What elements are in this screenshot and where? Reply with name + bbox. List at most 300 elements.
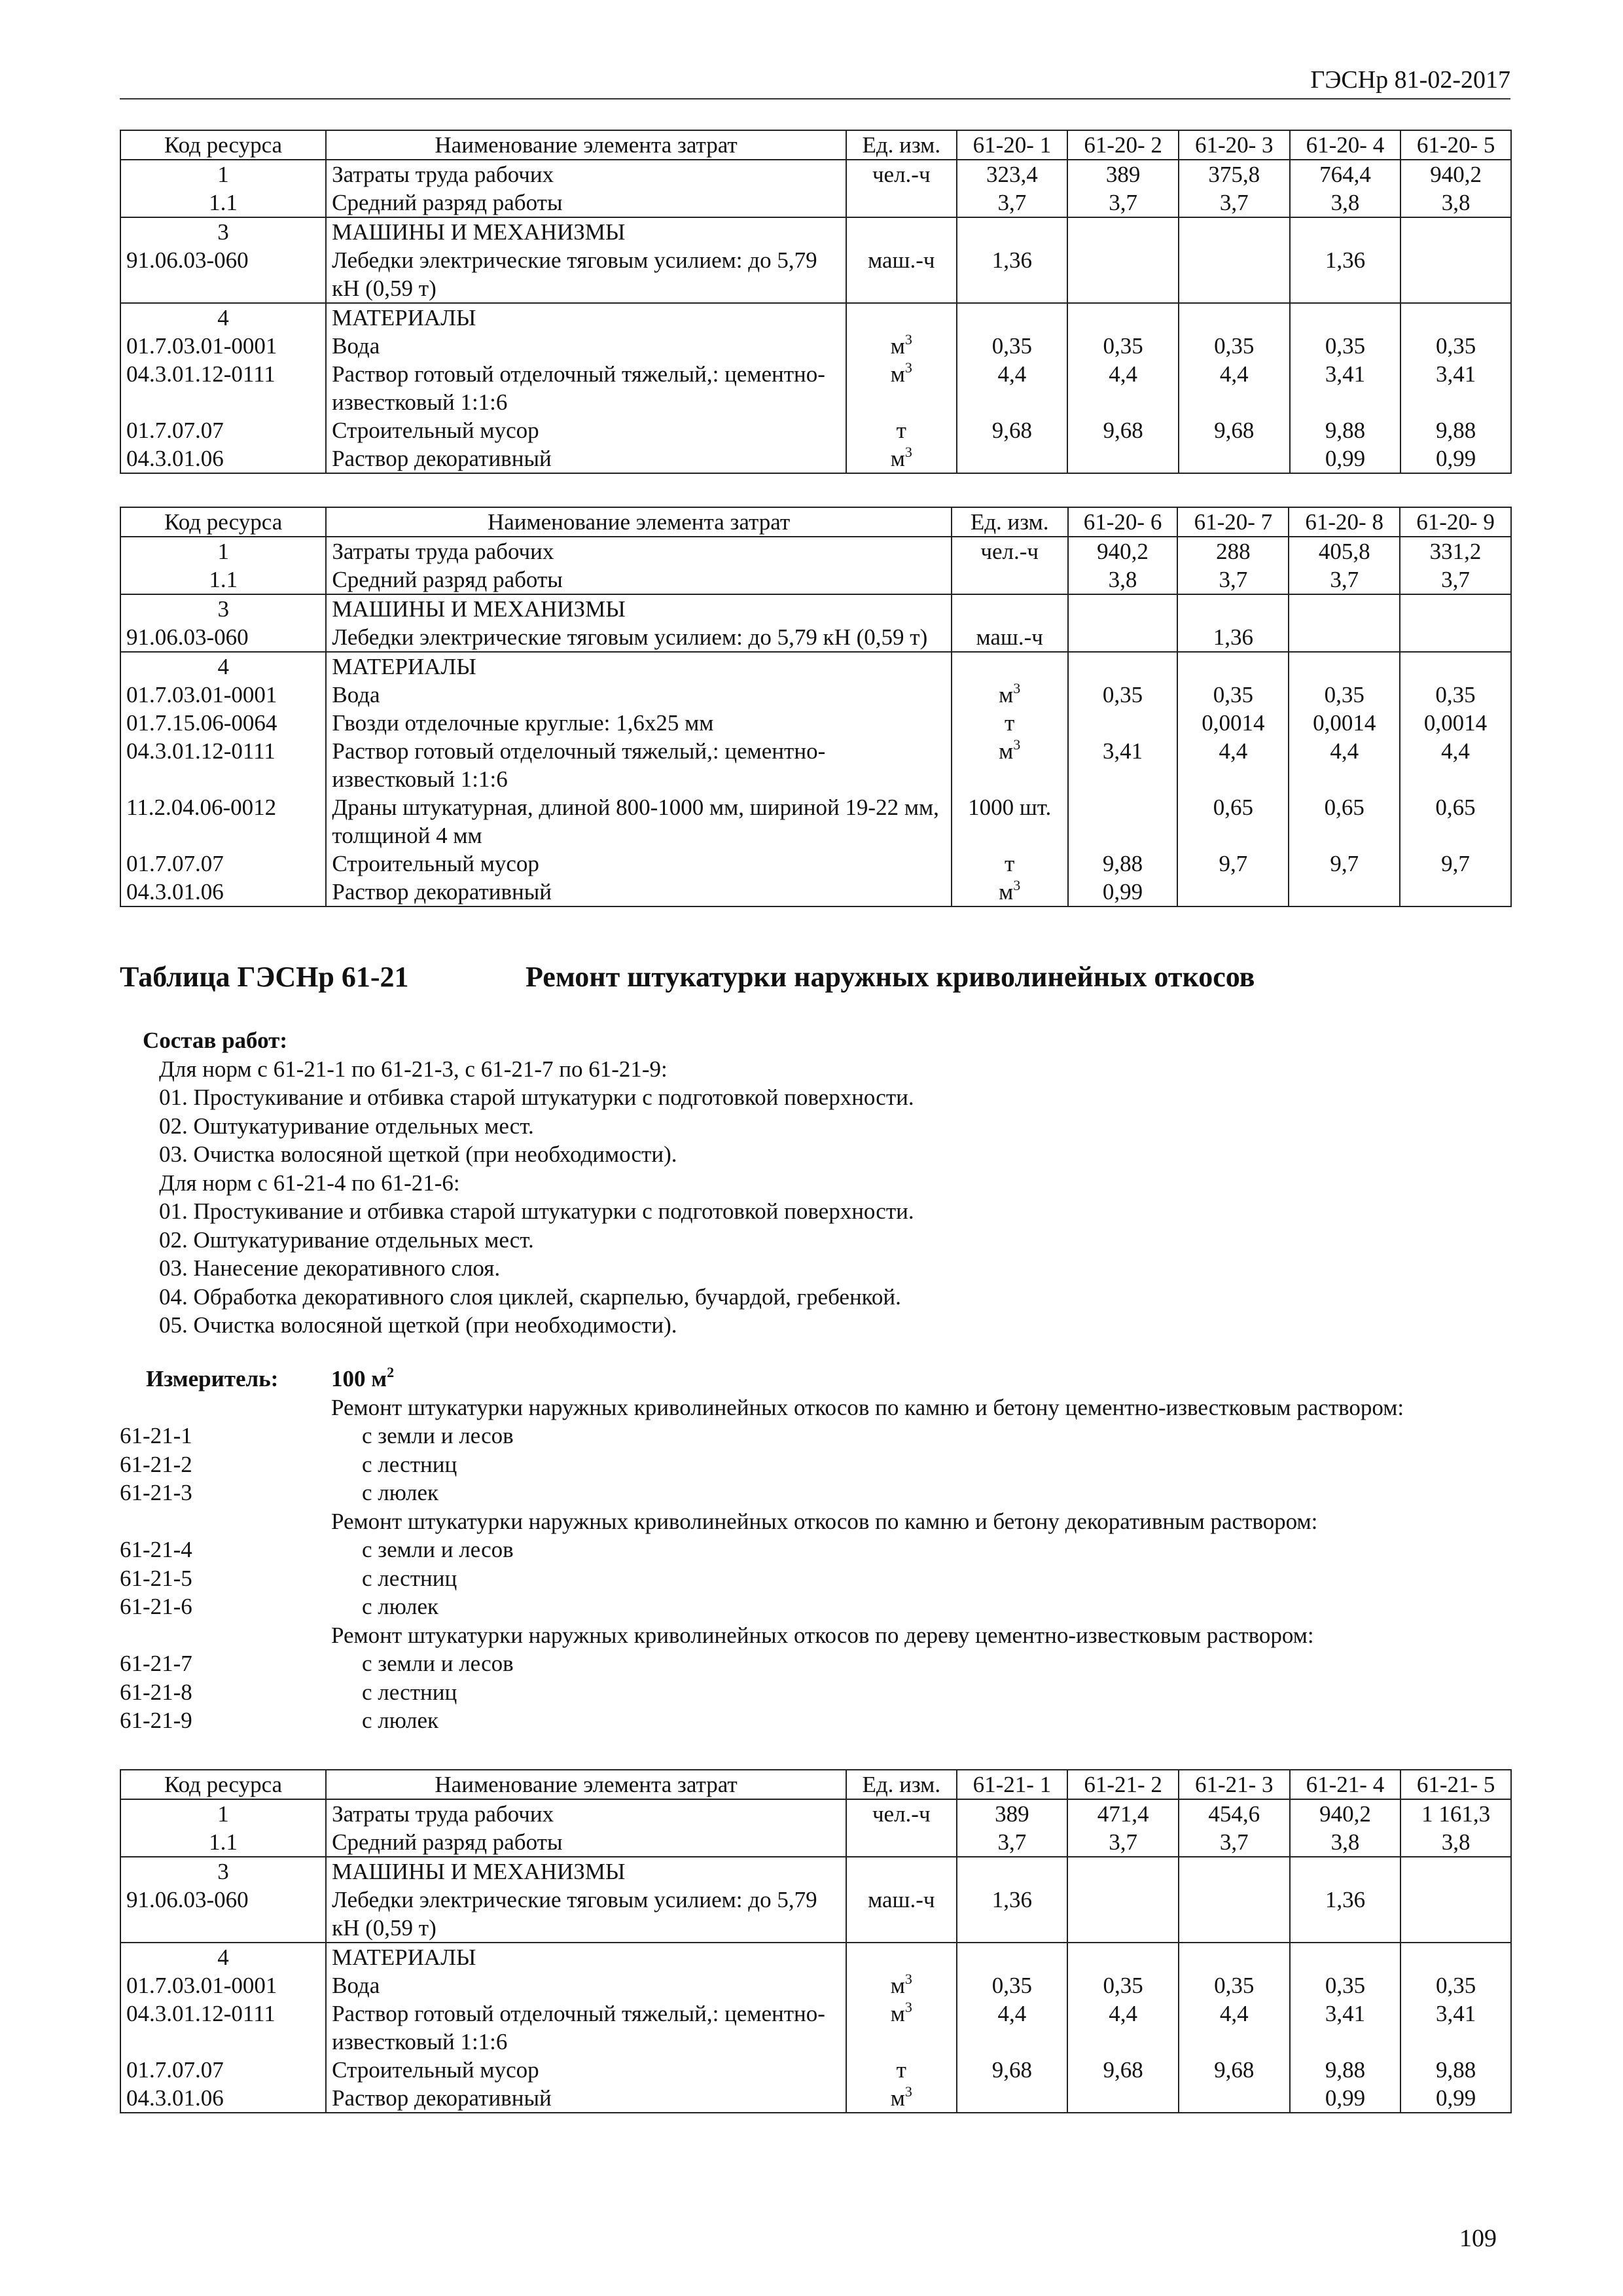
resource-code: 04.3.01.06 bbox=[120, 444, 326, 473]
table-row bbox=[120, 188, 1511, 217]
value-cell: 4,4 bbox=[957, 360, 1068, 416]
value-cell: 3,41 bbox=[1068, 737, 1178, 793]
value-cell: 764,4 bbox=[1290, 160, 1401, 188]
norm-code: 61-21-6 bbox=[120, 1594, 192, 1619]
measure-row bbox=[120, 1621, 1514, 1650]
column-header: Наименование элемента затрат bbox=[326, 1770, 846, 1799]
value-cell: 0,35 bbox=[957, 1971, 1068, 2000]
resource-code: 3 bbox=[120, 217, 326, 246]
table-row bbox=[120, 444, 1511, 473]
resource-name: МАШИНЫ И МЕХАНИЗМЫ bbox=[326, 1857, 846, 1886]
value-cell: 0,35 bbox=[1400, 681, 1511, 709]
value-cell bbox=[1179, 1857, 1290, 1886]
value-cell: 3,7 bbox=[957, 1828, 1068, 1857]
resource-name: Раствор готовый отделочный тяжелый,: цементно-известковый 1:1:6 bbox=[326, 360, 846, 416]
value-cell bbox=[1179, 217, 1290, 246]
table-row bbox=[120, 2056, 1511, 2084]
norm-code bbox=[120, 1393, 331, 1422]
value-cell: 9,68 bbox=[957, 2056, 1068, 2084]
resource-code: 1 bbox=[120, 1799, 326, 1828]
value-cell bbox=[1068, 594, 1178, 623]
composition-line: 04. Обработка декоративного слоя циклей, скарпелью, бучардой, гребенкой. bbox=[159, 1283, 901, 1310]
value-cell: 0,65 bbox=[1289, 793, 1400, 850]
composition-line: 03. Нанесение декоративного слоя. bbox=[159, 1255, 501, 1281]
value-cell bbox=[1179, 444, 1290, 473]
resource-code: 4 bbox=[120, 303, 326, 332]
resource-name: Раствор декоративный bbox=[326, 2084, 846, 2113]
value-cell: 4,4 bbox=[1179, 360, 1290, 416]
value-cell bbox=[1179, 1886, 1290, 1943]
value-cell bbox=[957, 1857, 1068, 1886]
value-cell: 940,2 bbox=[1068, 537, 1178, 565]
norm-description: с земли и лесов bbox=[362, 1423, 514, 1448]
norm-description: с лестниц bbox=[362, 1451, 457, 1477]
unit: т bbox=[846, 2056, 957, 2084]
value-cell: 9,68 bbox=[1179, 2056, 1290, 2084]
column-header: 61-21- 2 bbox=[1067, 1770, 1179, 1799]
value-cell bbox=[1179, 2084, 1290, 2113]
value-cell: 1,36 bbox=[1177, 623, 1289, 652]
value-cell: 9,88 bbox=[1068, 850, 1178, 878]
resource-code: 91.06.03-060 bbox=[120, 1886, 326, 1943]
value-cell: 9,68 bbox=[1179, 416, 1290, 444]
column-header: 61-20- 5 bbox=[1400, 130, 1511, 160]
unit: т bbox=[952, 850, 1068, 878]
resource-code: 04.3.01.12-0111 bbox=[120, 2000, 326, 2056]
resource-code: 3 bbox=[120, 1857, 326, 1886]
resource-name: Строительный мусор bbox=[326, 2056, 846, 2084]
measure-row bbox=[120, 1564, 1514, 1593]
resource-code: 91.06.03-060 bbox=[120, 623, 326, 652]
unit: $м^3$ bbox=[846, 444, 957, 473]
value-cell: 9,88 bbox=[1290, 2056, 1401, 2084]
norm-description: Ремонт штукатурки наружных криволинейных откосов по дереву цементно-известковым раствором: bbox=[331, 1622, 1314, 1648]
measure-rows bbox=[120, 1393, 1514, 1735]
value-cell: 0,35 bbox=[1067, 332, 1179, 360]
resource-name: Лебедки электрические тяговым усилием: до 5,79 кН (0,59 т) bbox=[326, 1886, 846, 1943]
value-cell: 3,41 bbox=[1290, 2000, 1401, 2056]
resource-code: 01.7.03.01-0001 bbox=[120, 1971, 326, 2000]
composition-line: 03. Очистка волосяной щеткой (при необходимости). bbox=[159, 1141, 677, 1167]
column-header: 61-20- 2 bbox=[1067, 130, 1179, 160]
unit: маш.-ч bbox=[952, 623, 1068, 652]
norm-code bbox=[120, 1621, 331, 1650]
value-cell: 4,4 bbox=[1289, 737, 1400, 793]
column-header: 61-21- 1 bbox=[957, 1770, 1068, 1799]
value-cell: 3,7 bbox=[1400, 565, 1511, 594]
composition-lines bbox=[143, 1055, 914, 1340]
table-row bbox=[120, 2084, 1511, 2113]
value-cell: 375,8 bbox=[1179, 160, 1290, 188]
norm-code: 61-21-3 bbox=[120, 1480, 192, 1505]
column-header: Код ресурса bbox=[120, 507, 326, 537]
value-cell: 4,4 bbox=[957, 2000, 1068, 2056]
unit: чел.-ч bbox=[846, 1799, 957, 1828]
resource-name: Вода bbox=[326, 681, 951, 709]
table-row bbox=[120, 246, 1511, 303]
norm-code: 61-21-7 bbox=[120, 1651, 192, 1676]
page-number: 109 bbox=[1459, 2225, 1497, 2252]
unit: т bbox=[846, 416, 957, 444]
value-cell: 9,68 bbox=[1067, 416, 1179, 444]
section-title bbox=[120, 960, 1255, 994]
unit: $м^3$ bbox=[952, 681, 1068, 709]
value-cell: 0,99 bbox=[1290, 2084, 1401, 2113]
value-cell: 323,4 bbox=[957, 160, 1068, 188]
resource-name: Гвозди отделочные круглые: 1,6х25 мм bbox=[326, 709, 951, 737]
resource-name: Затраты труда рабочих bbox=[326, 1799, 846, 1828]
value-cell: 4,4 bbox=[1067, 2000, 1179, 2056]
value-cell: 454,6 bbox=[1179, 1799, 1290, 1828]
value-cell: 0,35 bbox=[1179, 332, 1290, 360]
resource-code: 1 bbox=[120, 160, 326, 188]
table-row bbox=[120, 623, 1511, 652]
resource-code: 01.7.07.07 bbox=[120, 416, 326, 444]
value-cell: 940,2 bbox=[1290, 1799, 1401, 1828]
value-cell bbox=[1400, 303, 1511, 332]
measure-row bbox=[120, 1450, 1514, 1479]
value-cell: 0,35 bbox=[1179, 1971, 1290, 2000]
value-cell: 9,88 bbox=[1290, 416, 1401, 444]
norm-code: 61-21-8 bbox=[120, 1679, 192, 1705]
value-cell: 4,4 bbox=[1177, 737, 1289, 793]
resource-name: Раствор готовый отделочный тяжелый,: цементно-известковый 1:1:6 bbox=[326, 2000, 846, 2056]
value-cell bbox=[1177, 878, 1289, 906]
resource-name: Лебедки электрические тяговым усилием: до 5,79 кН (0,59 т) bbox=[326, 623, 951, 652]
unit: т bbox=[952, 709, 1068, 737]
value-cell: 3,7 bbox=[1177, 565, 1289, 594]
resource-name: МАТЕРИАЛЫ bbox=[326, 652, 951, 681]
value-cell: 0,35 bbox=[1400, 1971, 1511, 2000]
value-cell: 3,8 bbox=[1068, 565, 1178, 594]
unit: $м^3$ bbox=[952, 878, 1068, 906]
table-row bbox=[120, 2000, 1511, 2056]
value-cell: 0,0014 bbox=[1400, 709, 1511, 737]
table-row bbox=[120, 332, 1511, 360]
unit bbox=[846, 303, 957, 332]
unit: чел.-ч bbox=[846, 160, 957, 188]
value-cell: 0,35 bbox=[1400, 332, 1511, 360]
value-cell: 0,99 bbox=[1068, 878, 1178, 906]
unit bbox=[846, 1828, 957, 1857]
column-header: 61-20- 1 bbox=[957, 130, 1068, 160]
value-cell bbox=[1290, 1943, 1401, 1971]
value-cell: 3,41 bbox=[1290, 360, 1401, 416]
value-cell: 0,35 bbox=[1289, 681, 1400, 709]
value-cell: 0,99 bbox=[1290, 444, 1401, 473]
composition-line: 01. Простукивание и отбивка старой штукатурки с подготовкой поверхности. bbox=[159, 1198, 914, 1224]
value-cell: 940,2 bbox=[1400, 160, 1511, 188]
norm-code: 61-21-2 bbox=[120, 1451, 192, 1477]
value-cell bbox=[957, 2084, 1068, 2113]
value-cell bbox=[957, 303, 1068, 332]
column-header: Код ресурса bbox=[120, 130, 326, 160]
table-row bbox=[120, 537, 1511, 565]
value-cell bbox=[1290, 1857, 1401, 1886]
value-cell bbox=[1067, 246, 1179, 303]
unit bbox=[952, 652, 1068, 681]
table-row bbox=[120, 1971, 1511, 2000]
value-cell: 0,99 bbox=[1400, 2084, 1511, 2113]
value-cell: 1,36 bbox=[957, 246, 1068, 303]
norm-code: 61-21-4 bbox=[120, 1537, 192, 1562]
table-row bbox=[120, 1943, 1511, 1971]
unit: $м^3$ bbox=[952, 737, 1068, 793]
column-header: Наименование элемента затрат bbox=[326, 507, 951, 537]
composition-line: Для норм с 61-21-1 по 61-21-3, с 61-21-7 по 61-21-9: bbox=[159, 1056, 668, 1082]
resource-name: МАШИНЫ И МЕХАНИЗМЫ bbox=[326, 594, 951, 623]
table-row bbox=[120, 416, 1511, 444]
resource-code: 04.3.01.12-0111 bbox=[120, 737, 326, 793]
value-cell: 0,35 bbox=[957, 332, 1068, 360]
resource-name: Вода bbox=[326, 1971, 846, 2000]
measure-row bbox=[120, 1592, 1514, 1621]
value-cell: 3,7 bbox=[1179, 188, 1290, 217]
resource-table-61-21-1-5 bbox=[120, 1769, 1512, 2113]
table-row bbox=[120, 793, 1511, 850]
unit: $м^3$ bbox=[846, 332, 957, 360]
unit: $м^3$ bbox=[846, 2084, 957, 2113]
value-cell bbox=[1400, 246, 1511, 303]
resource-name: Затраты труда рабочих bbox=[326, 537, 951, 565]
value-cell: 4,4 bbox=[1400, 737, 1511, 793]
table-row bbox=[120, 652, 1511, 681]
table-row bbox=[120, 1828, 1511, 1857]
resource-name: МАТЕРИАЛЫ bbox=[326, 303, 846, 332]
value-cell bbox=[957, 1943, 1068, 1971]
table-row bbox=[120, 850, 1511, 878]
value-cell bbox=[1067, 1943, 1179, 1971]
column-header: 61-20- 3 bbox=[1179, 130, 1290, 160]
measure-row bbox=[120, 1649, 1514, 1678]
value-cell: 0,35 bbox=[1068, 681, 1178, 709]
resource-code: 04.3.01.06 bbox=[120, 878, 326, 906]
value-cell bbox=[1068, 652, 1178, 681]
value-cell: 331,2 bbox=[1400, 537, 1511, 565]
norm-description: с люлек bbox=[362, 1480, 439, 1505]
column-header: 61-20- 8 bbox=[1289, 507, 1400, 537]
value-cell: 9,68 bbox=[957, 416, 1068, 444]
value-cell: 9,7 bbox=[1400, 850, 1511, 878]
value-cell: 3,7 bbox=[1179, 1828, 1290, 1857]
resource-name: Раствор декоративный bbox=[326, 878, 951, 906]
value-cell: 0,99 bbox=[1400, 444, 1511, 473]
resource-name: Лебедки электрические тяговым усилием: до 5,79 кН (0,59 т) bbox=[326, 246, 846, 303]
table-row bbox=[120, 709, 1511, 737]
resource-name: Средний разряд работы bbox=[326, 188, 846, 217]
measure-row bbox=[120, 1479, 1514, 1507]
column-header: Ед. изм. bbox=[952, 507, 1068, 537]
resource-code: 91.06.03-060 bbox=[120, 246, 326, 303]
value-cell: 3,8 bbox=[1400, 1828, 1511, 1857]
value-cell: 471,4 bbox=[1067, 1799, 1179, 1828]
resource-code: 01.7.15.06-0064 bbox=[120, 709, 326, 737]
value-cell bbox=[1068, 793, 1178, 850]
value-cell bbox=[1067, 303, 1179, 332]
value-cell: 9,7 bbox=[1289, 850, 1400, 878]
norm-code: 61-21-5 bbox=[120, 1565, 192, 1591]
resource-table-61-20-6-9 bbox=[120, 507, 1512, 907]
column-header: Наименование элемента затрат bbox=[326, 130, 846, 160]
doc-code: ГЭСНр 81-02-2017 bbox=[1310, 66, 1510, 94]
unit bbox=[846, 1857, 957, 1886]
value-cell: 0,35 bbox=[1290, 1971, 1401, 2000]
value-cell bbox=[1067, 444, 1179, 473]
value-cell: 3,7 bbox=[1289, 565, 1400, 594]
table-name: Ремонт штукатурки наружных криволинейных откосов bbox=[526, 961, 1255, 993]
value-cell: 1,36 bbox=[957, 1886, 1068, 1943]
resource-code: 1.1 bbox=[120, 1828, 326, 1857]
value-cell bbox=[1290, 303, 1401, 332]
norm-description: с люлек bbox=[362, 1708, 439, 1733]
norm-description: Ремонт штукатурки наружных криволинейных откосов по камню и бетону цементно-известковым раствором: bbox=[331, 1394, 1404, 1420]
column-header: 61-20- 6 bbox=[1068, 507, 1178, 537]
resource-code: 4 bbox=[120, 1943, 326, 1971]
value-cell bbox=[1400, 1886, 1511, 1943]
unit bbox=[952, 565, 1068, 594]
norm-description: с лестниц bbox=[362, 1565, 457, 1591]
resource-code: 01.7.03.01-0001 bbox=[120, 681, 326, 709]
norm-code: 61-21-1 bbox=[120, 1423, 192, 1448]
norm-code bbox=[120, 1507, 331, 1536]
unit: 1000 шт. bbox=[952, 793, 1068, 850]
measure-row bbox=[120, 1678, 1514, 1707]
norm-description: с земли и лесов bbox=[362, 1537, 514, 1562]
table-number: Таблица ГЭСНр 61-21 bbox=[120, 961, 409, 993]
value-cell bbox=[1067, 217, 1179, 246]
unit: маш.-ч bbox=[846, 1886, 957, 1943]
value-cell: 3,7 bbox=[1067, 188, 1179, 217]
resource-name: МАШИНЫ И МЕХАНИЗМЫ bbox=[326, 217, 846, 246]
unit: $м^3$ bbox=[846, 2000, 957, 2056]
value-cell: 3,41 bbox=[1400, 2000, 1511, 2056]
value-cell: 9,88 bbox=[1400, 416, 1511, 444]
column-header: 61-20- 7 bbox=[1177, 507, 1289, 537]
resource-code: 1.1 bbox=[120, 565, 326, 594]
page-header bbox=[120, 64, 1510, 99]
table-row bbox=[120, 878, 1511, 906]
unit bbox=[846, 1943, 957, 1971]
table-row bbox=[120, 160, 1511, 188]
measure-label: Измеритель: bbox=[146, 1366, 279, 1391]
value-cell bbox=[1289, 623, 1400, 652]
norm-code: 61-21-9 bbox=[120, 1708, 192, 1733]
resource-name: Средний разряд работы bbox=[326, 565, 951, 594]
unit: чел.-ч bbox=[952, 537, 1068, 565]
measure-row bbox=[120, 1706, 1514, 1735]
value-cell: 389 bbox=[1067, 160, 1179, 188]
column-header: 61-21- 4 bbox=[1290, 1770, 1401, 1799]
table-row bbox=[120, 1886, 1511, 1943]
value-cell bbox=[1179, 246, 1290, 303]
value-cell bbox=[1400, 1857, 1511, 1886]
norm-description: Ремонт штукатурки наружных криволинейных откосов по камню и бетону декоративным раствором: bbox=[331, 1508, 1318, 1534]
unit bbox=[846, 188, 957, 217]
norm-description: с лестниц bbox=[362, 1679, 457, 1705]
value-cell bbox=[1400, 1943, 1511, 1971]
value-cell bbox=[1400, 652, 1511, 681]
table-row bbox=[120, 1799, 1511, 1828]
unit bbox=[846, 217, 957, 246]
resource-name: Раствор декоративный bbox=[326, 444, 846, 473]
value-cell: 9,68 bbox=[1067, 2056, 1179, 2084]
value-cell: 4,4 bbox=[1067, 360, 1179, 416]
table-row bbox=[120, 303, 1511, 332]
value-cell: 1 161,3 bbox=[1400, 1799, 1511, 1828]
value-cell: 0,0014 bbox=[1289, 709, 1400, 737]
value-cell bbox=[1400, 594, 1511, 623]
norm-description: с люлек bbox=[362, 1594, 439, 1619]
value-cell: 0,65 bbox=[1177, 793, 1289, 850]
value-cell: 0,65 bbox=[1400, 793, 1511, 850]
resource-code: 04.3.01.12-0111 bbox=[120, 360, 326, 416]
resource-code: 1.1 bbox=[120, 188, 326, 217]
resource-code: 11.2.04.06-0012 bbox=[120, 793, 326, 850]
unit bbox=[952, 594, 1068, 623]
value-cell: 3,8 bbox=[1290, 1828, 1401, 1857]
value-cell: 3,7 bbox=[1067, 1828, 1179, 1857]
value-cell: 0,0014 bbox=[1177, 709, 1289, 737]
value-cell: 1,36 bbox=[1290, 1886, 1401, 1943]
table-row bbox=[120, 681, 1511, 709]
value-cell: 9,88 bbox=[1400, 2056, 1511, 2084]
resource-code: 4 bbox=[120, 652, 326, 681]
value-cell bbox=[1067, 2084, 1179, 2113]
value-cell bbox=[1289, 652, 1400, 681]
value-cell: 3,8 bbox=[1400, 188, 1511, 217]
table-row bbox=[120, 594, 1511, 623]
resource-name: Вода bbox=[326, 332, 846, 360]
resource-code: 01.7.07.07 bbox=[120, 850, 326, 878]
table-row bbox=[120, 217, 1511, 246]
value-cell: 1,36 bbox=[1290, 246, 1401, 303]
value-cell: 3,7 bbox=[957, 188, 1068, 217]
column-header: 61-21- 3 bbox=[1179, 1770, 1290, 1799]
composition-line: 02. Оштукатуривание отдельных мест. bbox=[159, 1113, 534, 1139]
resource-table-61-20-1-5 bbox=[120, 130, 1512, 474]
value-cell bbox=[1068, 709, 1178, 737]
table-row bbox=[120, 1857, 1511, 1886]
resource-code: 1 bbox=[120, 537, 326, 565]
resource-name: МАТЕРИАЛЫ bbox=[326, 1943, 846, 1971]
table-row bbox=[120, 360, 1511, 416]
resource-code: 01.7.07.07 bbox=[120, 2056, 326, 2084]
value-cell bbox=[957, 444, 1068, 473]
value-cell bbox=[1179, 303, 1290, 332]
resource-name: Раствор готовый отделочный тяжелый,: цементно-известковый 1:1:6 bbox=[326, 737, 951, 793]
resource-name: Драны штукатурная, длиной 800-1000 мм, шириной 19-22 мм, толщиной 4 мм bbox=[326, 793, 951, 850]
work-composition bbox=[143, 1026, 914, 1340]
value-cell bbox=[1289, 594, 1400, 623]
resource-name: Затраты труда рабочих bbox=[326, 160, 846, 188]
column-header: Ед. изм. bbox=[846, 1770, 957, 1799]
measure-block bbox=[120, 1365, 1514, 1735]
measure-row bbox=[120, 1535, 1514, 1564]
composition-line: 01. Простукивание и отбивка старой штукатурки с подготовкой поверхности. bbox=[159, 1085, 914, 1110]
value-cell bbox=[1068, 623, 1178, 652]
value-cell: 4,4 bbox=[1179, 2000, 1290, 2056]
resource-code: 3 bbox=[120, 594, 326, 623]
measure-row bbox=[120, 1507, 1514, 1536]
value-cell bbox=[1400, 623, 1511, 652]
table-row bbox=[120, 737, 1511, 793]
unit: $м^3$ bbox=[846, 360, 957, 416]
value-cell bbox=[1290, 217, 1401, 246]
value-cell: 405,8 bbox=[1289, 537, 1400, 565]
composition-line: 02. Оштукатуривание отдельных мест. bbox=[159, 1227, 534, 1253]
column-header: 61-20- 4 bbox=[1290, 130, 1401, 160]
resource-code: 01.7.03.01-0001 bbox=[120, 332, 326, 360]
